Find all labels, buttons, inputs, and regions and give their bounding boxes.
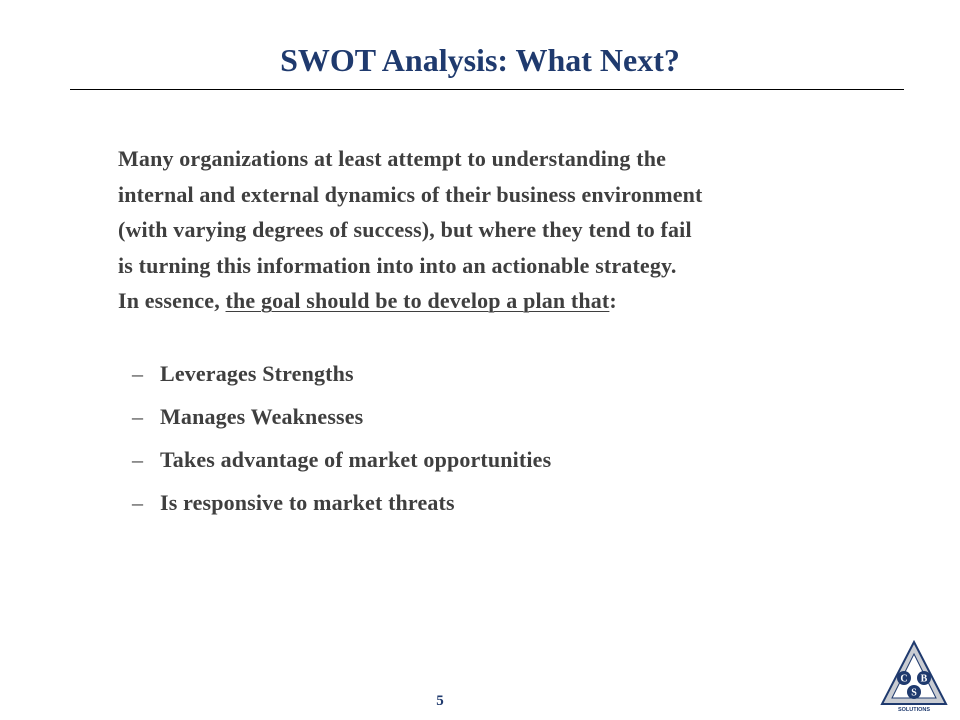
intro-prefix: In essence, [118, 288, 226, 313]
bullet-item [132, 361, 551, 404]
logo-tagline: SOLUTIONS [897, 707, 931, 713]
page-number: 5 [436, 693, 444, 709]
title-divider [70, 89, 904, 90]
intro-line: Many organizations at least attempt to understanding the [118, 146, 667, 171]
intro-emphasis: the goal should be to develop a plan that [225, 288, 610, 313]
bullet-text: Is responsive to market threats [160, 490, 455, 515]
bullet-item [132, 447, 551, 490]
intro-line: internal and external dynamics of their business environment [118, 181, 703, 207]
logo-letter-b: B [920, 673, 928, 685]
intro-line: (with varying degrees of success), but where they tend to fail [118, 217, 692, 242]
bullet-dash: – [132, 361, 144, 386]
cbs-triangle-logo-icon [880, 640, 948, 714]
intro-paragraph [118, 141, 878, 319]
intro-line: is turning this information into into an actionable strategy. [118, 252, 677, 278]
logo-letter-c: C [900, 673, 908, 685]
bullet-list [132, 361, 551, 533]
bullet-text: Manages Weaknesses [160, 404, 364, 429]
bullet-dash: – [132, 490, 144, 515]
bullet-dash: – [132, 404, 144, 429]
bullet-text: Takes advantage of market opportunities [160, 447, 552, 472]
bullet-text: Leverages Strengths [160, 361, 354, 386]
slide-title: SWOT Analysis: What Next? [280, 42, 680, 78]
bullet-item [132, 490, 551, 533]
logo-graphic [880, 640, 948, 714]
logo-letter-s: S [911, 687, 917, 699]
intro-line-last [118, 283, 878, 319]
bullet-dash: – [132, 447, 144, 472]
bullet-item [132, 404, 551, 447]
intro-suffix: : [609, 288, 617, 313]
